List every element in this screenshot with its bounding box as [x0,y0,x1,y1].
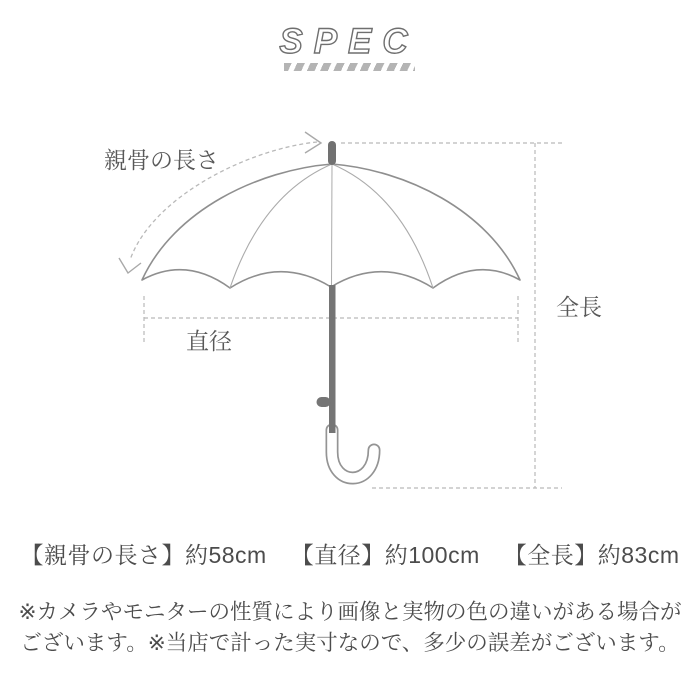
rib-length-label: 親骨の長さ [104,147,219,173]
page-title: SPEC [279,22,419,61]
spec-total-length: 【全長】約83cm [503,542,680,568]
total-length-label: 全長 [556,294,602,320]
rib-length-arrowhead-top-icon [305,132,321,153]
disclaimer-notes [0,597,700,659]
spec-values-row [0,537,700,570]
rib-length-arrowhead-bottom-icon [119,258,141,273]
spec-diameter: 【直径】約100cm [290,542,480,568]
umbrella-runner-stopper [317,397,331,407]
disclaimer-line-2: ございます。※当店で計った実寸なので、多少の誤差がございます。 [20,631,680,655]
diameter-label: 直径 [186,328,232,354]
umbrella-center-seam [332,164,333,287]
umbrella-canopy [142,164,520,288]
disclaimer-line-1: ※カメラやモニターの性質により画像と実物の色の違いがある場合が [18,600,682,624]
umbrella-shaft [329,285,336,433]
spec-rib-length: 【親骨の長さ】約58cm [20,542,267,568]
hatched-underline [284,63,415,71]
umbrella-ferrule [328,141,336,165]
